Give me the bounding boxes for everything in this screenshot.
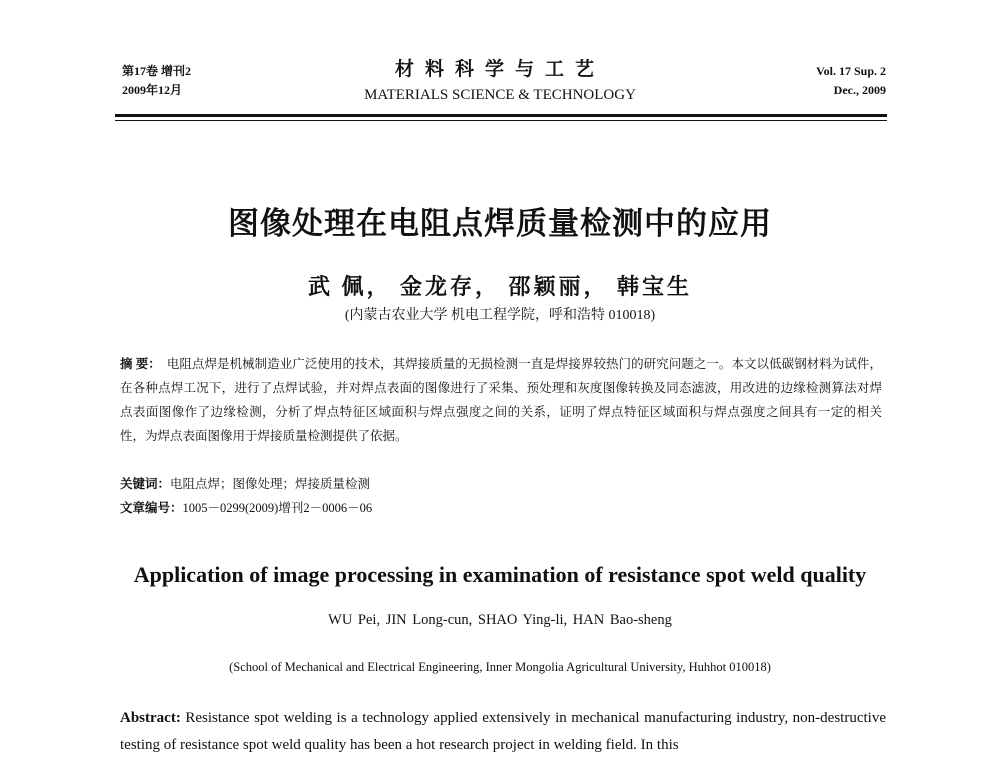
keywords-cn	[120, 474, 370, 492]
journal-name-cn: 材料科学与工艺	[394, 59, 605, 80]
abstract-label-en: Abstract:	[120, 710, 181, 726]
abstract-label-cn: 摘 要：	[120, 357, 161, 371]
affiliation-cn: (内蒙古农业大学 机电工程学院，呼和浩特 010018)	[344, 308, 656, 323]
authors-cn: 武 佩， 金龙存， 邵颖丽， 韩宝生	[307, 274, 692, 299]
abstract-text-en: Resistance spot welding is a technology applied extensively in mechanical manufacturing industry, non-destructive testing of resistance spot weld quality has been a hot research project in welding field. In this	[120, 710, 886, 753]
affiliation-en: (School of Mechanical and Electrical Engineering, Inner Mongolia Agricultural University, Huhhot 010018)	[229, 660, 771, 674]
keywords-text-cn: 电阻点焊；图像处理；焊接质量检测	[170, 477, 371, 491]
authors-en: WU Pei, JIN Long-cun, SHAO Ying-li, HAN Bao-sheng	[328, 612, 672, 628]
header-rule-thin	[115, 120, 887, 121]
abstract-en	[120, 705, 886, 759]
header-rule-thick	[115, 114, 887, 117]
journal-name-en: MATERIALS SCIENCE & TECHNOLOGY	[364, 87, 636, 103]
keywords-label-cn: 关键词：	[120, 477, 171, 491]
volume-en: Vol. 17 Sup. 2	[816, 64, 886, 78]
article-number	[120, 498, 372, 516]
journal-volume-info-en	[760, 62, 886, 100]
paper-title-en: Application of image processing in examination of resistance spot weld quality	[133, 562, 867, 587]
article-number-value: 1005－0299(2009)增刊2－0006－06	[182, 501, 373, 515]
volume-cn: 第17卷 增刊2	[122, 64, 192, 78]
abstract-text-cn: 电阻点焊是机械制造业广泛使用的技术，其焊接质量的无损检测一直是焊接界较热门的研究问题之一。本文以低碳钢材料为试件，在各种点焊工况下，进行了点焊试验，并对焊点表面的图像进行了采集、预处理和灰度图像转换及同态滤波，用改进的边缘检测算法对焊点表面图像作了边缘检测，分析了焊点特征区域面积与焊点强度之间的关系，证明了焊点特征区域面积与焊点强度之间具有一定的相关性，为焊点表面图像用于焊接质量检测提供了依据。	[120, 357, 882, 443]
abstract-cn	[120, 352, 882, 448]
date-cn: 2009年12月	[122, 83, 183, 97]
date-en: Dec., 2009	[833, 83, 886, 97]
article-number-label: 文章编号：	[120, 501, 183, 515]
paper-title-cn: 图像处理在电阻点焊质量检测中的应用	[228, 206, 772, 242]
